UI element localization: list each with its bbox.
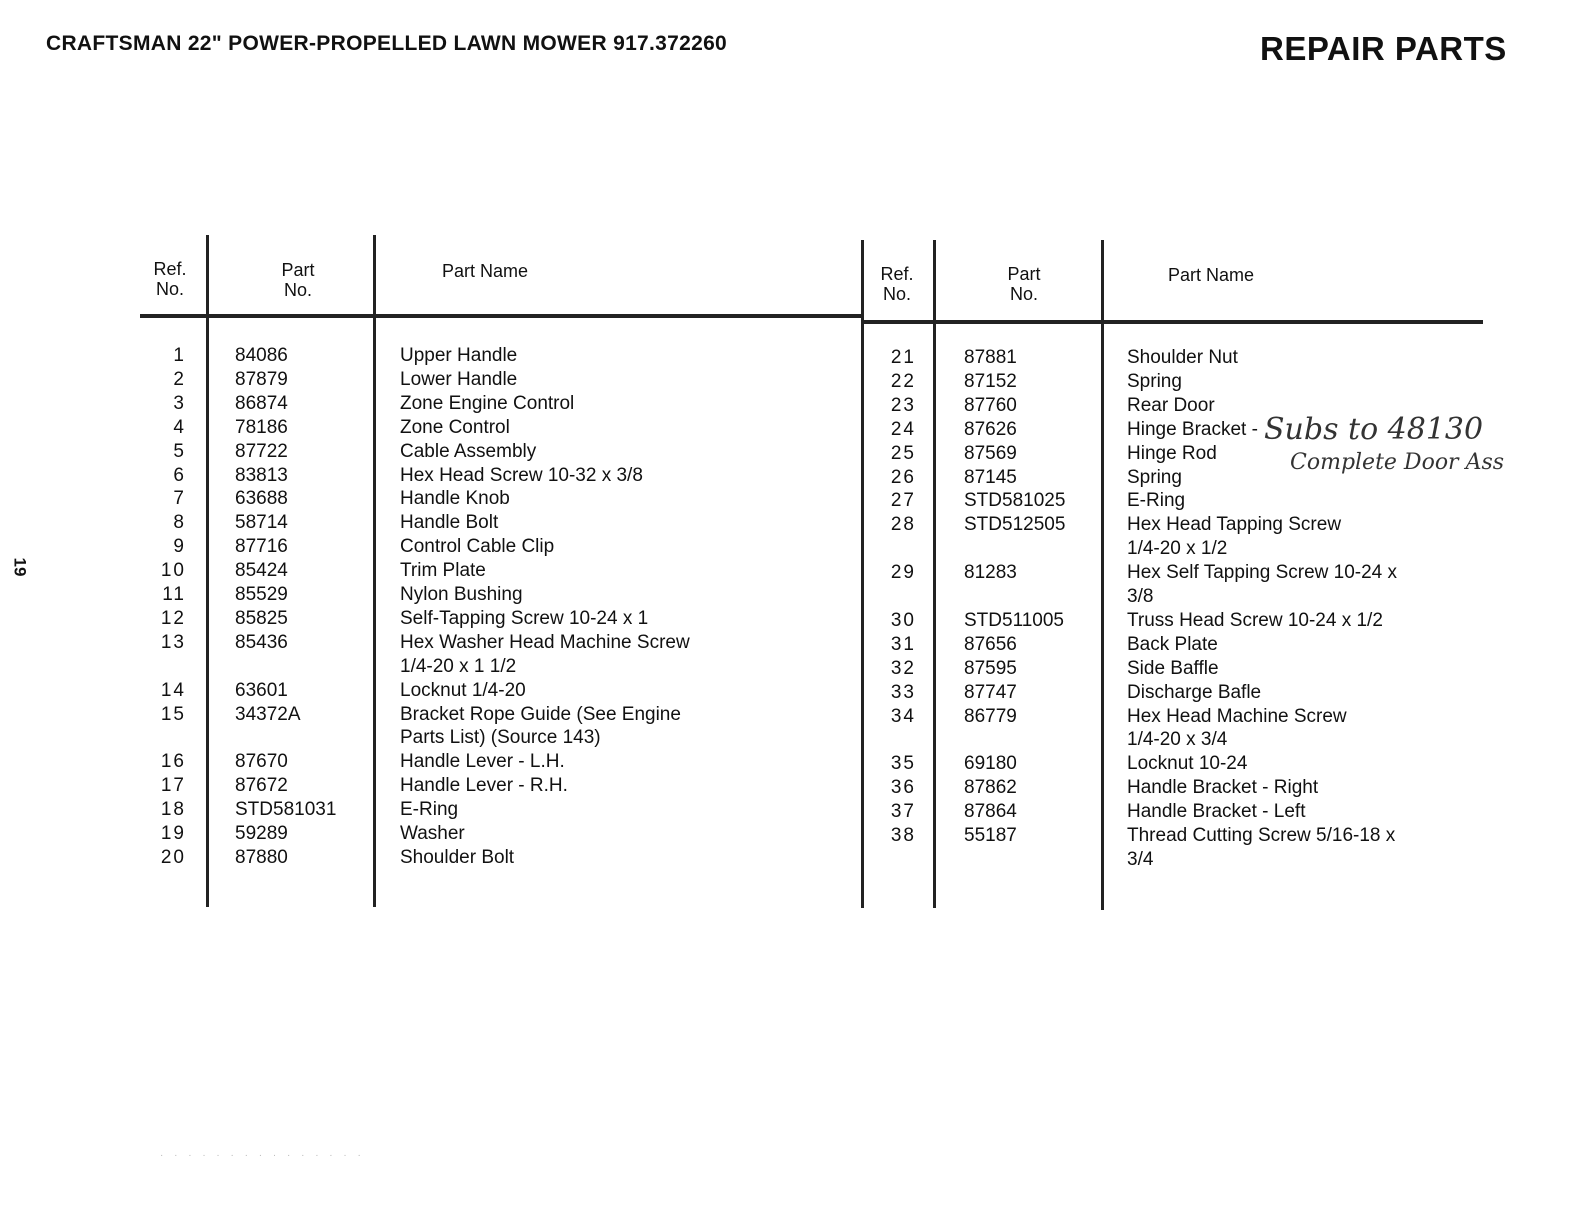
part-number: 87881 [964, 347, 1017, 368]
part-name: Cable Assembly [400, 440, 537, 462]
part-number: 63688 [235, 488, 288, 510]
header-ref-no-right [872, 264, 922, 304]
part-number: 87760 [964, 394, 1017, 416]
part-number: STD581025 [964, 490, 1066, 512]
ref-number: 28 [890, 514, 916, 536]
part-number: 59289 [235, 823, 288, 844]
part-number: 87879 [235, 368, 288, 390]
section-title: REPAIR PARTS [1260, 30, 1507, 67]
ref-number: 27 [890, 490, 916, 512]
part-name: Washer [400, 823, 465, 844]
handwritten-note-line2: Complete Door Ass [1290, 450, 1505, 475]
part-number: 87880 [235, 846, 288, 868]
part-number: STD511005 [964, 609, 1064, 631]
part-number: 69180 [964, 753, 1017, 775]
part-number: 63601 [235, 679, 288, 701]
part-name: Spring [1127, 370, 1182, 392]
part-name: Hex Head Tapping Screw [1127, 514, 1342, 536]
part-number: 87656 [964, 633, 1017, 655]
part-name: Rear Door [1127, 394, 1215, 416]
part-name: Nylon Bushing [400, 584, 523, 605]
part-number: 87862 [964, 777, 1017, 799]
part-name-continued: 1/4-20 x 3/4 [1127, 729, 1228, 751]
part-name: Locknut 1/4-20 [400, 679, 526, 701]
left-table-rule-2 [373, 235, 376, 907]
ref-number: 9 [173, 536, 186, 558]
ref-number: 1 [173, 345, 186, 366]
header-ref-text: Ref. No. [880, 264, 914, 304]
part-name: Zone Engine Control [400, 392, 575, 414]
part-name: E-Ring [400, 799, 459, 821]
ref-number: 14 [160, 679, 186, 701]
header-ref-no-left [145, 259, 195, 299]
part-name-continued: 1/4-20 x 1 1/2 [400, 655, 517, 677]
ref-number: 18 [160, 799, 186, 821]
header-part-name-left [442, 261, 528, 281]
part-name: Bracket Rope Guide (See Engine [400, 703, 681, 725]
part-number: 84086 [235, 345, 288, 366]
part-name: Handle Bolt [400, 512, 499, 534]
part-name: Handle Lever - R.H. [400, 775, 568, 797]
part-number: 83813 [235, 464, 288, 486]
ref-number: 21 [890, 347, 916, 368]
header-part-text: Part No. [1007, 264, 1041, 304]
part-number: 87152 [964, 370, 1017, 392]
ref-number: 12 [160, 607, 186, 629]
part-number: 87672 [235, 775, 288, 797]
part-number: 86874 [235, 392, 288, 414]
part-number: 78186 [235, 416, 288, 438]
ref-number: 3 [173, 392, 186, 414]
part-number: 81283 [964, 562, 1017, 584]
ref-number: 23 [890, 394, 916, 416]
ref-number: 25 [890, 442, 916, 464]
left-table-rule-1 [206, 235, 209, 907]
part-name: Handle Knob [400, 488, 510, 510]
page-number: 19 [10, 557, 30, 577]
part-name: Handle Lever - L.H. [400, 751, 565, 773]
header-part-no-right [994, 264, 1054, 304]
part-number: 87569 [964, 442, 1017, 464]
ref-number: 22 [890, 370, 916, 392]
part-name: Locknut 10-24 [1127, 753, 1248, 775]
ref-number: 29 [890, 562, 916, 584]
document-title: CRAFTSMAN 22" POWER-PROPELLED LAWN MOWER 917.372260 [46, 32, 728, 55]
ref-number: 20 [160, 846, 186, 868]
part-number: 85529 [235, 584, 288, 605]
ref-number: 17 [160, 775, 186, 797]
ref-number: 31 [890, 633, 916, 655]
part-number: 85424 [235, 560, 288, 582]
left-header-rule [140, 314, 863, 318]
part-number: 85825 [235, 607, 288, 629]
part-name: Truss Head Screw 10-24 x 1/2 [1127, 609, 1383, 631]
ref-number: 7 [173, 488, 186, 510]
header-name-text: Part Name [1168, 265, 1255, 285]
ref-number: 16 [160, 751, 186, 773]
ref-number: 5 [173, 440, 186, 462]
ref-number: 24 [890, 418, 916, 440]
part-name: Upper Handle [400, 345, 518, 366]
part-name: Hex Head Screw 10-32 x 3/8 [400, 464, 643, 486]
part-number: 87595 [964, 657, 1017, 679]
part-name: Spring [1127, 466, 1182, 488]
right-header-rule [863, 320, 1483, 324]
part-name: Hinge Rod [1127, 442, 1217, 464]
part-number: 86779 [964, 705, 1017, 727]
part-number: STD581031 [235, 799, 337, 821]
ref-number: 15 [160, 703, 186, 725]
part-number: 34372A [235, 703, 301, 725]
part-name: Thread Cutting Screw 5/16-18 x [1127, 825, 1396, 846]
part-number: 87864 [964, 801, 1017, 823]
part-number: 85436 [235, 631, 288, 653]
part-number: 87722 [235, 440, 288, 462]
part-number: 58714 [235, 512, 288, 534]
ref-number: 13 [160, 631, 186, 653]
part-name-continued: 3/4 [1127, 848, 1154, 870]
part-name: Hex Self Tapping Screw 10-24 x [1127, 562, 1398, 584]
part-name-continued: Parts List) (Source 143) [400, 727, 601, 749]
header-part-name-right [1168, 265, 1254, 285]
part-number: 87626 [964, 418, 1017, 440]
part-name: Shoulder Bolt [400, 846, 515, 868]
ref-number: 33 [890, 681, 916, 703]
ref-number: 8 [173, 512, 186, 534]
part-name: Self-Tapping Screw 10-24 x 1 [400, 607, 649, 629]
ref-number: 19 [160, 823, 186, 844]
ref-number: 4 [173, 416, 186, 438]
part-name: Shoulder Nut [1127, 347, 1238, 368]
right-table-rule-1 [861, 240, 864, 908]
part-name: Handle Bracket - Right [1127, 777, 1319, 799]
ref-number: 10 [160, 560, 186, 582]
part-name: Hinge Bracket - [1127, 418, 1258, 440]
ref-number: 30 [890, 609, 916, 631]
part-name: Side Baffle [1127, 657, 1219, 679]
part-number: 87747 [964, 681, 1017, 703]
part-number: 87670 [235, 751, 288, 773]
part-name: Back Plate [1127, 633, 1218, 655]
ref-number: 38 [890, 825, 916, 846]
ref-number: 32 [890, 657, 916, 679]
part-name-continued: 1/4-20 x 1/2 [1127, 538, 1228, 560]
ref-number: 26 [890, 466, 916, 488]
ref-number: 6 [173, 464, 186, 486]
ref-number: 37 [890, 801, 916, 823]
part-number: 55187 [964, 825, 1017, 846]
header-name-text: Part Name [442, 261, 529, 281]
header-part-no-left [268, 260, 328, 300]
part-name: Hex Washer Head Machine Screw [400, 631, 690, 653]
right-table-rule-2 [933, 240, 936, 908]
part-number: 87145 [964, 466, 1017, 488]
part-name: E-Ring [1127, 490, 1186, 512]
part-number: STD512505 [964, 514, 1066, 536]
part-name: Hex Head Machine Screw [1127, 705, 1347, 727]
ref-number: 35 [890, 753, 916, 775]
header-ref-text: Ref. No. [153, 259, 187, 299]
part-name: Discharge Bafle [1127, 681, 1262, 703]
part-name: Trim Plate [400, 560, 486, 582]
part-name: Lower Handle [400, 368, 518, 390]
part-name: Zone Control [400, 416, 510, 438]
right-table-rule-3 [1101, 240, 1104, 910]
header-part-text: Part No. [281, 260, 315, 300]
ref-number: 2 [173, 368, 186, 390]
scan-specks: · · · · · · · · · · · · · · · [160, 1150, 365, 1161]
ref-number: 36 [890, 777, 916, 799]
part-name: Handle Bracket - Left [1127, 801, 1306, 823]
part-name-continued: 3/8 [1127, 586, 1154, 607]
ref-number: 34 [890, 705, 916, 727]
part-name: Control Cable Clip [400, 536, 555, 558]
ref-number: 11 [162, 584, 186, 605]
part-number: 87716 [235, 536, 288, 558]
handwritten-note-line1: Subs to 48130 [1264, 412, 1484, 447]
